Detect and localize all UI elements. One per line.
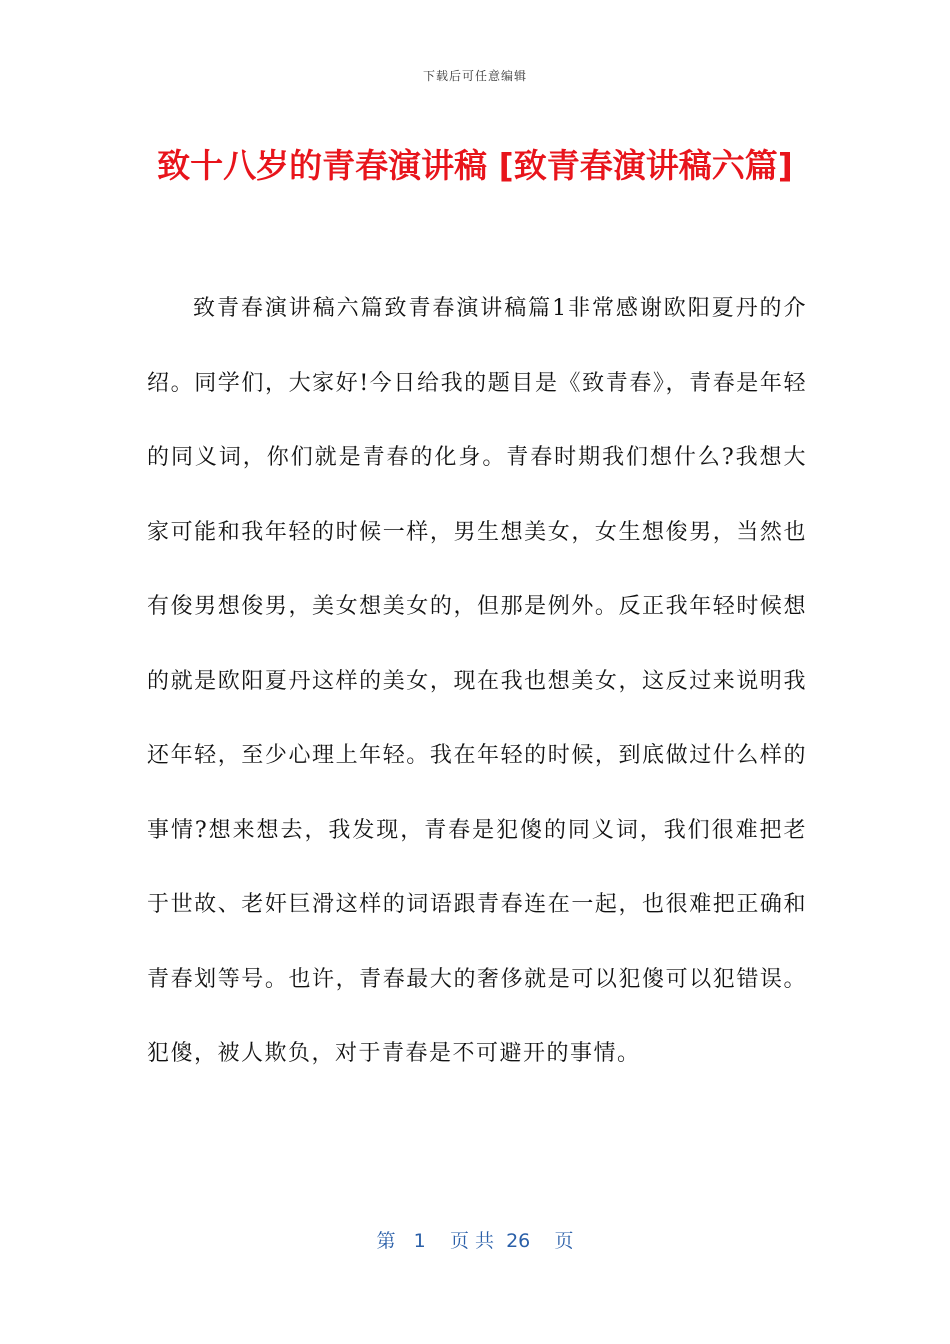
total-pages-number: 26 [506,1230,531,1252]
page-label-prefix: 第 [376,1230,396,1252]
page-footer [0,1226,950,1253]
current-page-number: 1 [413,1230,426,1252]
document-body: 致青春演讲稿六篇致青春演讲稿篇1非常感谢欧阳夏丹的介绍。同学们，大家好!今日给我的题目是《致青春》，青春是年轻的同义词，你们就是青春的化身。青春时期我们想什么?我想大家可能和我年轻的时候一样，男生想美女，女生想俊男，当然也有俊男想俊男，美女想美女的，但那是例外。反正我年轻时候想的就是欧阳夏丹这样的美女，现在我也想美女，这反过来说明我还年轻，至少心理上年轻。我在年轻的时候，到底做过什么样的事情?想来想去，我发现，青春是犯傻的同义词，我们很难把老于世故、老奸巨滑这样的词语跟青春连在一起，也很难把正确和青春划等号。也许，青春最大的奢侈就是可以犯傻可以犯错误。犯傻，被人欺负，对于青春是不可避开的事情。 [147,296,807,1066]
document-title: 致十八岁的青春演讲稿 [致青春演讲稿六篇] [157,146,793,185]
page-label-middle: 页 共 [449,1230,494,1252]
header-note: 下载后可任意编辑 [422,69,527,83]
page-label-suffix: 页 [554,1230,574,1252]
